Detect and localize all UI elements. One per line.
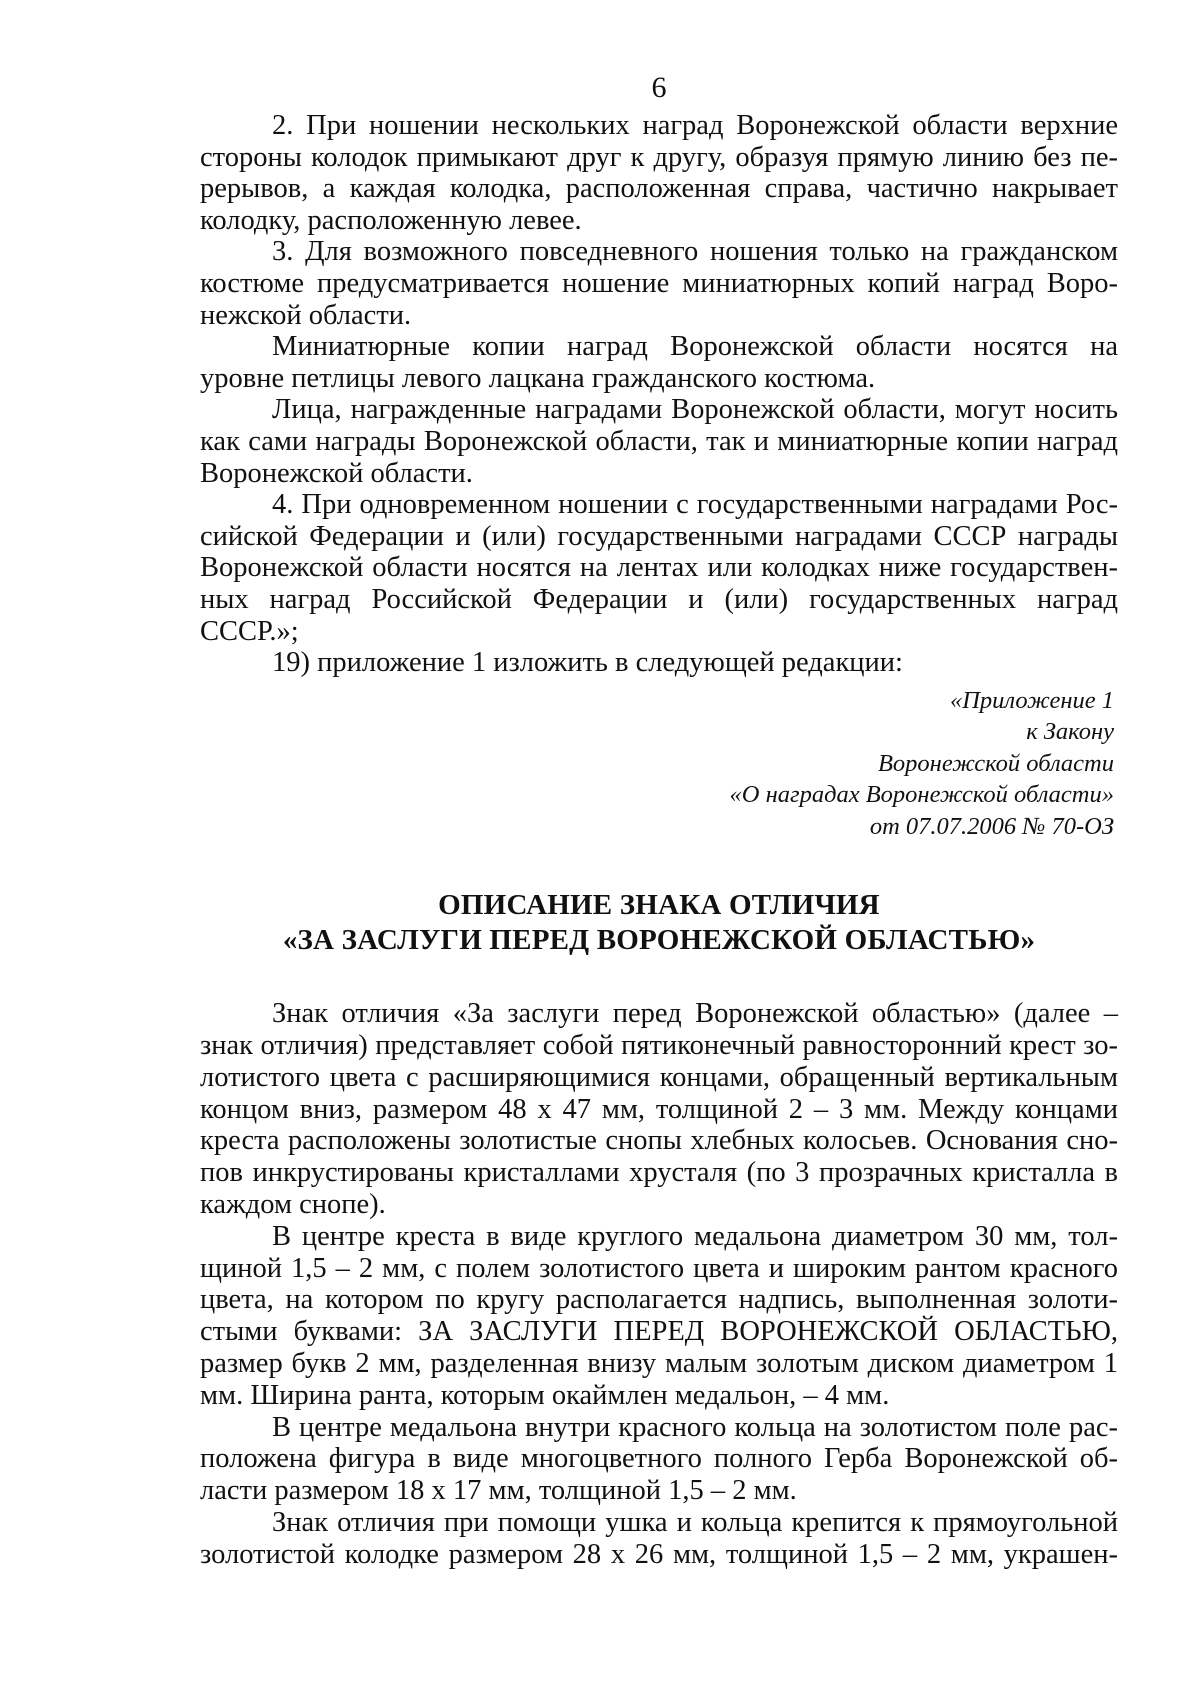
appendix-line: «Приложение 1 bbox=[949, 686, 1114, 714]
page-content bbox=[200, 70, 1118, 1571]
appendix-line: «О наградах Воронежской области» bbox=[729, 781, 1114, 809]
section-top-text bbox=[200, 110, 1118, 679]
heading-line: ОПИСАНИЕ ЗНАКА ОТЛИЧИЯ bbox=[438, 889, 880, 922]
paragraph: В центре медальона внутри красного кольца на золотистом поле расположена фигура в виде многоцветного полного Герба Воронежской области размером 18 х 17 мм, толщиной 1,5 – 2 мм. bbox=[200, 1411, 1118, 1507]
paragraph: 19) приложение 1 изложить в следующей редакции: bbox=[272, 647, 903, 679]
paragraph: Лица, награжденные наградами Воронежской области, могут носить как сами награды Воронежской области, так и миниатюрные копии наград Воронежской области. bbox=[200, 394, 1118, 489]
paragraph: 4. При одновременном ношении с государственными наградами Российской Федерации и (или) государственными наградами СССР награды Воронежской области носятся на лентах или колодках ниже государственных наград Российской Федерации и (или) государственных наград СССР.»; bbox=[200, 489, 1118, 647]
section-heading bbox=[200, 888, 1118, 958]
paragraph: Миниатюрные копии наград Воронежской области носятся на уровне петлицы левого лацкана гражданского костюма. bbox=[200, 331, 1118, 394]
paragraph: В центре креста в виде круглого медальона диаметром 30 мм, толщиной 1,5 – 2 мм, с полем золотистого цвета и широким рантом красного цвета, на котором по кругу располагается надпись, выполненная золотистыми буквами: ЗА ЗАСЛУГИ ПЕРЕД ВОРОНЕЖСКОЙ ОБЛАСТЬЮ, размер букв 2 мм, разделенная внизу малым золотым диском диаметром 1 мм. Ширина ранта, которым окаймлен медальон, – 4 мм. bbox=[200, 1220, 1118, 1411]
appendix-line: от 07.07.2006 № 70-ОЗ bbox=[869, 812, 1114, 840]
paragraph: Знак отличия «За заслуги перед Воронежской областью» (далее – знак отличия) представляет собой пятиконечный равносторонний крест золотистого цвета с расширяющимися концами, обращенный вертикальным концом вниз, размером 48 х 47 мм, толщиной 2 – 3 мм. Между концами креста расположены золотистые снопы хлебных колосьев. Основания снопов инкрустированы кристаллами хрусталя (по 3 прозрачных кристалла в каждом снопе). bbox=[200, 998, 1118, 1220]
appendix-reference bbox=[200, 685, 1118, 843]
section-description-text bbox=[200, 998, 1118, 1570]
appendix-line: к Закону bbox=[1026, 718, 1114, 746]
heading-line: «ЗА ЗАСЛУГИ ПЕРЕД ВОРОНЕЖСКОЙ ОБЛАСТЬЮ» bbox=[282, 924, 1036, 957]
page-number: 6 bbox=[651, 71, 667, 104]
paragraph: 3. Для возможного повседневного ношения только на гражданском костюме предусматривается ношение миниатюрных копий наград Воронежской области. bbox=[200, 236, 1118, 331]
paragraph: Знак отличия при помощи ушка и кольца крепится к прямоугольной золотистой колодке размером 28 х 26 мм, толщиной 1,5 – 2 мм, украшен- bbox=[200, 1506, 1118, 1570]
paragraph: 2. При ношении нескольких наград Воронежской области верхние стороны колодок примыкают друг к другу, образуя прямую линию без перерывов, а каждая колодка, расположенная справа, частично накрывает колодку, расположенную левее. bbox=[200, 110, 1118, 236]
appendix-line: Воронежской области bbox=[877, 749, 1114, 777]
